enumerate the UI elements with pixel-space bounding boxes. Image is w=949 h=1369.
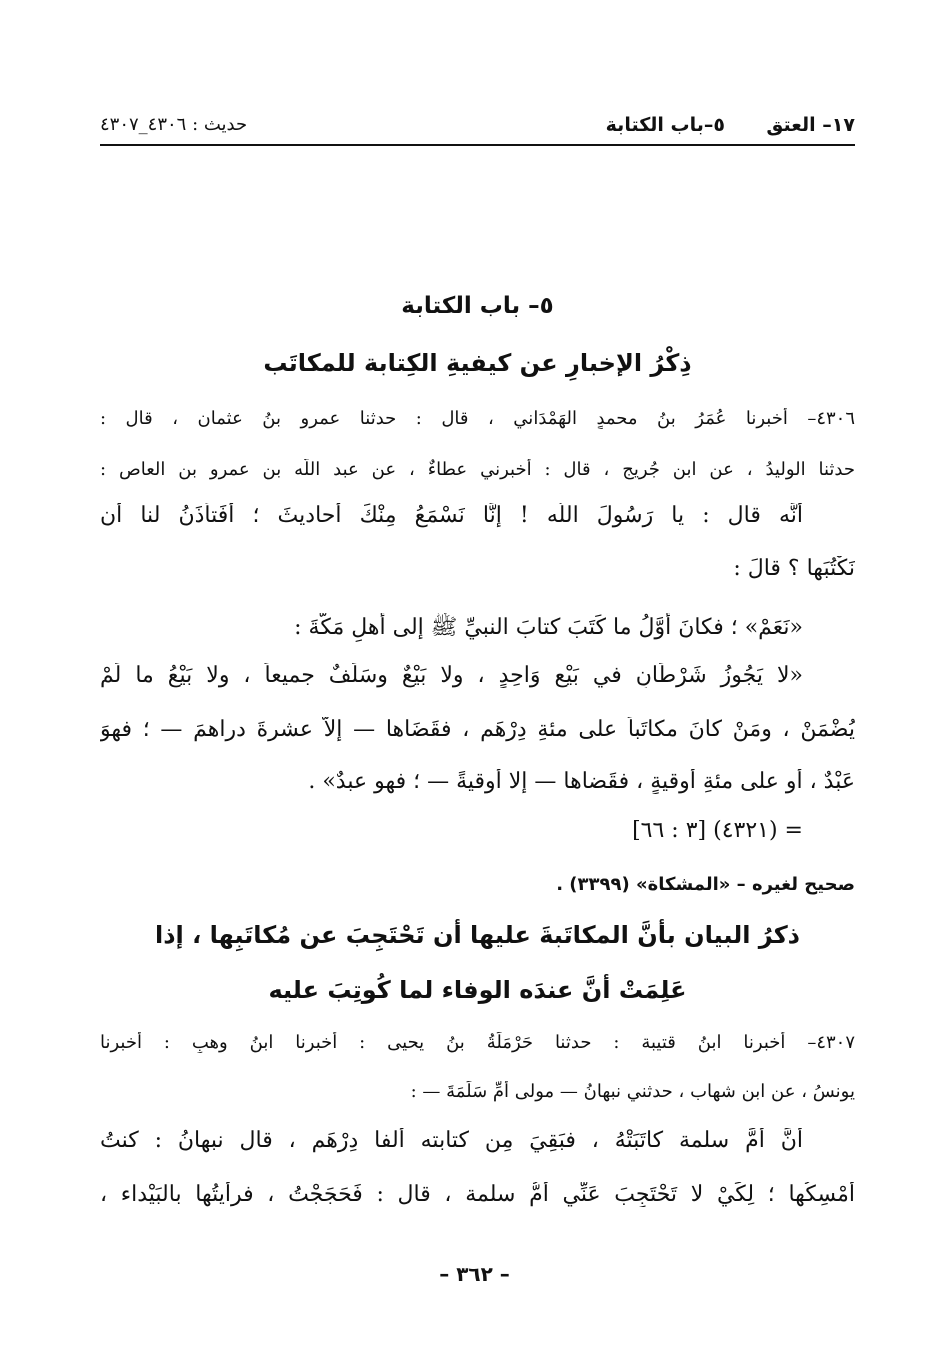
header-book-title: ١٧– العتق — [766, 114, 855, 136]
hadith-4306-cross-reference: = (٤٣٢١) [٣ : ٦٦] — [632, 818, 803, 843]
section-title-1: ذِكْرُ الإخبارِ عن كيفيةِ الكِتابة للمكاتَب — [263, 349, 692, 377]
running-header — [100, 110, 855, 146]
hadith-4306-text-line-1: أنَّه قال : يا رَسُولَ اللَّه ! إنَّا نَسْمَعُ مِنْكَ أَحاديثَ ؛ أَفَتأْذَنُ لنا أن — [100, 503, 803, 528]
hadith-4306-text-line-3: «نَعَمْ» ؛ فكانَ أوَّلُ ما كَتَبَ كتابَ النبيِّ ﷺ إلى أهلِ مَكَّةَ : — [294, 615, 803, 640]
hadith-4306-isnad-line-2: حدثنا الوليدُ ، عن ابن جُريج ، قال : أخبرني عطاءٌ ، عن عبد اللَّه بن عمرو بن العاص : — [100, 459, 855, 480]
hadith-4306-text-line-6: عَبْدٌ ، أو على مئةِ أوقيةٍ ، فقَضاها — إلا أوقيةً — ؛ فهو عبدٌ» . — [308, 769, 855, 794]
header-hadith-range: حديث : ٤٣٠٦_٤٣٠٧ — [100, 114, 248, 135]
section-title-2-line-2: عَلِمَتْ أنَّ عندَه الوفاء لما كُوتِبَ عليه — [268, 976, 687, 1004]
hadith-4307-isnad-line-2: يونسُ ، عن ابن شهاب ، حدثني نبهانُ — مولى أمِّ سَلَمَةَ — : — [410, 1081, 855, 1102]
hadith-4306-isnad-line-1: ٤٣٠٦– أخبرنا عُمَرُ بنُ محمدٍ الهَمْدَاني ، قال : حدثنا عمرو بنُ عثمان ، قال : — [100, 408, 855, 429]
hadith-4306-text-line-2: نَكْتُبَها ؟ قالَ : — [733, 556, 855, 581]
hadith-4306-text-line-4: «لا يَجُوزُ شَرْطَانِ في بَيْعٍ وَاحِدٍ ، ولا بَيْعٌ وسَلَفٌ جميعاً ، ولا بَيْعُ ما لَمْ — [100, 663, 803, 688]
section-title-2-line-1: ذكرُ البيان بأنَّ المكاتَبةَ عليها أن تَحْتَجِبَ عن مُكاتَبِها ، إذا — [155, 921, 800, 949]
page-number: – ٣٦٢ – — [439, 1262, 510, 1286]
chapter-title: ٥– باب الكتابة — [401, 293, 554, 319]
hadith-4306-grading: صحيح لغيره – «المشكاة» (٣٣٩٩) . — [556, 874, 855, 895]
header-chapter-title: ٥–باب الكتابة — [605, 114, 725, 136]
hadith-4307-text-line-1: أنَّ أُمَّ سلمة كاتَبَتْهُ ، فبَقِيَ مِن كتابته أَلفا دِرْهَمٍ ، قال نبهانُ : كنتُ — [100, 1128, 803, 1153]
hadith-4306-text-line-5: يُضْمَنْ ، ومَنْ كانَ مكاتَباً على مئةِ دِرْهَمٍ ، فقَضَاها — إلاَّ عشرةَ دراهمَ — ؛ فهوَ — [100, 717, 855, 742]
hadith-4307-text-line-2: أُمْسِكُها ؛ لِكَيْ لا تَحْتَجِبَ عَنِّي أمُّ سلمة ، قال : فَحَجَجْتُ ، فرأيتُها بالبَيْداء ، — [100, 1182, 855, 1207]
hadith-4307-isnad-line-1: ٤٣٠٧– أخبرنا ابنُ قتيبة : حدثنا حَرْمَلَةُ بنُ يحيى : أخبرنا ابنُ وهبٍ : أخبرنا — [100, 1032, 855, 1053]
